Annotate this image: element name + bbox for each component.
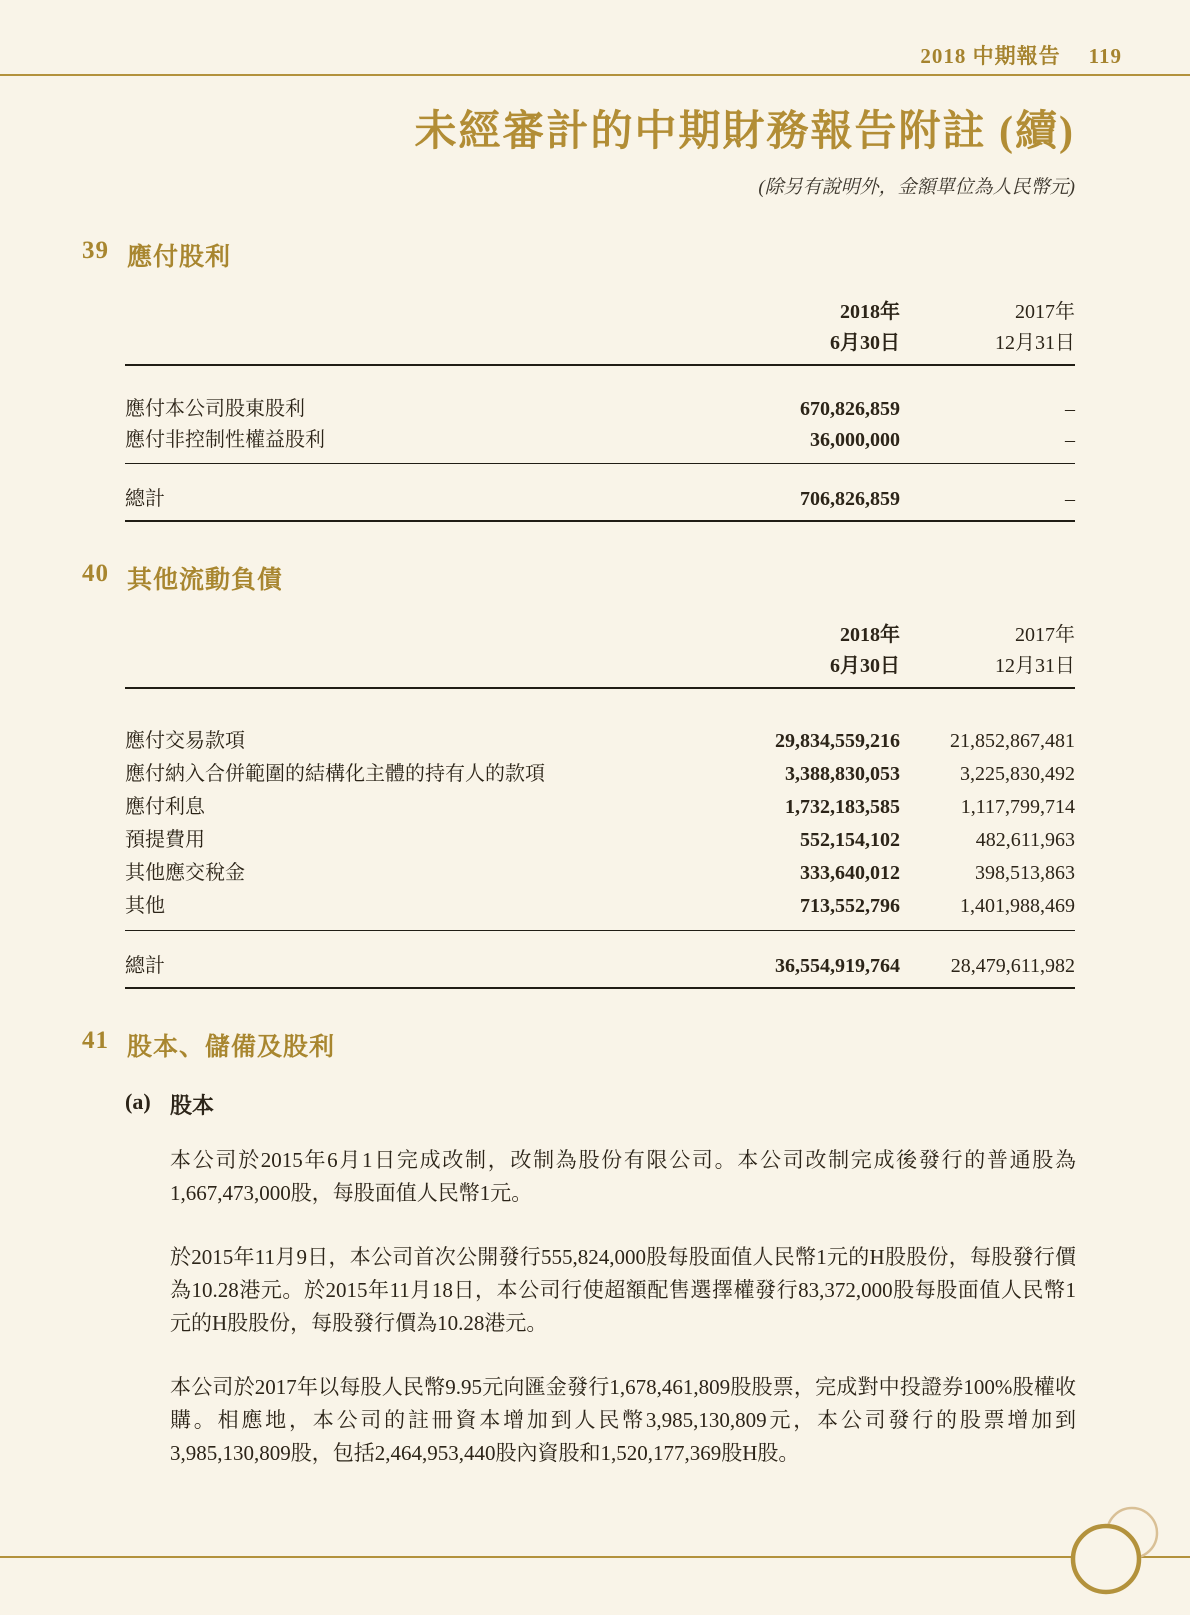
total-label: 總計	[125, 488, 165, 510]
col-header-2018-year: 2018年	[840, 624, 900, 646]
report-title: 2018 中期報告	[920, 44, 1061, 68]
subsection-title: 股本	[170, 1093, 215, 1118]
value-2018: 3,388,830,053	[785, 763, 900, 785]
column-header-date-row	[125, 328, 1075, 359]
value-2017: 398,513,863	[975, 862, 1075, 884]
value-2018: 713,552,796	[800, 895, 900, 917]
value-2018: 29,834,559,216	[775, 730, 900, 752]
table-header-rule	[125, 687, 1075, 689]
table-row	[125, 791, 1075, 824]
section-number: 41	[82, 1027, 109, 1054]
value-2018: 36,000,000	[810, 429, 900, 451]
col-header-2017-year: 2017年	[1015, 624, 1075, 646]
section-number: 40	[82, 560, 109, 587]
subsection-a-heading	[125, 1089, 1190, 1120]
subsection-label: (a)	[125, 1089, 151, 1114]
section-number: 39	[82, 237, 109, 264]
value-2017: –	[1065, 398, 1075, 420]
overlapping-circles-decoration	[1030, 1478, 1190, 1608]
table-bottom-rule	[125, 987, 1075, 989]
row-label: 應付非控制性權益股利	[125, 429, 325, 451]
page-number: 119	[1088, 44, 1122, 68]
value-2017: 1,117,799,714	[960, 796, 1075, 818]
table-row	[125, 425, 1075, 456]
total-row	[125, 484, 1075, 515]
value-2018: 1,732,183,585	[785, 796, 900, 818]
total-2018: 36,554,919,764	[775, 955, 900, 977]
header-rule	[0, 74, 1190, 76]
col-header-2017-date: 12月31日	[995, 655, 1075, 677]
value-2018: 333,640,012	[800, 862, 900, 884]
col-header-2017-date: 12月31日	[995, 332, 1075, 354]
large-circle-icon	[1073, 1526, 1139, 1592]
column-header-year-row	[125, 620, 1075, 651]
paragraph: 於2015年11月9日，本公司首次公開發行555,824,000股每股面值人民幣1元的H股股份，每股發行價為10.28港元。於2015年11月18日，本公司行使超額配售選擇權發行83,372,000股每股面值人民幣1元的H股股份，每股發行價為10.28港元。	[170, 1245, 1076, 1335]
total-2017: –	[1065, 488, 1075, 510]
table-row	[125, 824, 1075, 857]
row-label: 應付納入合併範圍的結構化主體的持有人的款項	[125, 763, 545, 785]
row-label: 其他應交稅金	[125, 862, 245, 884]
column-header-date-row	[125, 651, 1075, 682]
value-2017: 3,225,830,492	[960, 763, 1075, 785]
col-header-2018-date: 6月30日	[830, 332, 900, 354]
value-2017: 482,611,963	[975, 829, 1075, 851]
paragraph: 本公司於2017年以每股人民幣9.95元向匯金發行1,678,461,809股股票，完成對中投證券100%股權收購。相應地，本公司的註冊資本增加到人民幣3,985,130,809元，本公司發行的股票增加到3,985,130,809股，包括2,464,953,440股內資股和1,520,177,369股H股。	[170, 1375, 1076, 1465]
table-row	[125, 857, 1075, 890]
other-current-liabilities-table	[125, 620, 1075, 989]
section-39-heading	[82, 237, 1190, 273]
value-2017: 21,852,867,481	[950, 730, 1075, 752]
total-2018: 706,826,859	[800, 488, 900, 510]
total-row	[125, 951, 1075, 982]
page-title: 未經審計的中期財務報告附註 (續)	[414, 109, 1075, 155]
table-row	[125, 758, 1075, 791]
value-2018: 670,826,859	[800, 398, 900, 420]
total-label: 總計	[125, 955, 165, 977]
col-header-2018-year: 2018年	[840, 301, 900, 323]
section-41-heading	[82, 1027, 1190, 1063]
row-label: 應付利息	[125, 796, 205, 818]
table-row	[125, 725, 1075, 758]
table-bottom-rule	[125, 520, 1075, 522]
col-header-2018-date: 6月30日	[830, 655, 900, 677]
paragraph: 本公司於2015年6月1日完成改制，改制為股份有限公司。本公司改制完成後發行的普通股為1,667,473,000股，每股面值人民幣1元。	[170, 1148, 1076, 1205]
value-2017: –	[1065, 429, 1075, 451]
row-label: 應付交易款項	[125, 730, 245, 752]
table-header-rule	[125, 364, 1075, 366]
value-2017: 1,401,988,469	[960, 895, 1075, 917]
table-row	[125, 394, 1075, 425]
section-40-heading	[82, 560, 1190, 596]
subtotal-rule	[125, 930, 1075, 931]
col-header-2017-year: 2017年	[1015, 301, 1075, 323]
table-row	[125, 890, 1075, 923]
column-header-year-row	[125, 297, 1075, 328]
row-label: 預提費用	[125, 829, 205, 851]
value-2018: 552,154,102	[800, 829, 900, 851]
footer-rule	[0, 1556, 1190, 1558]
row-label: 應付本公司股東股利	[125, 398, 305, 420]
section-title: 股本、儲備及股利	[127, 1034, 336, 1061]
section-title: 應付股利	[127, 244, 232, 271]
total-2017: 28,479,611,982	[950, 955, 1075, 977]
page-subtitle: (除另有說明外，金額單位為人民幣元)	[758, 177, 1075, 198]
subtotal-rule	[125, 463, 1075, 464]
dividends-payable-table	[125, 297, 1075, 522]
section-title: 其他流動負債	[127, 567, 284, 594]
row-label: 其他	[125, 895, 165, 917]
page-header	[920, 40, 1122, 70]
